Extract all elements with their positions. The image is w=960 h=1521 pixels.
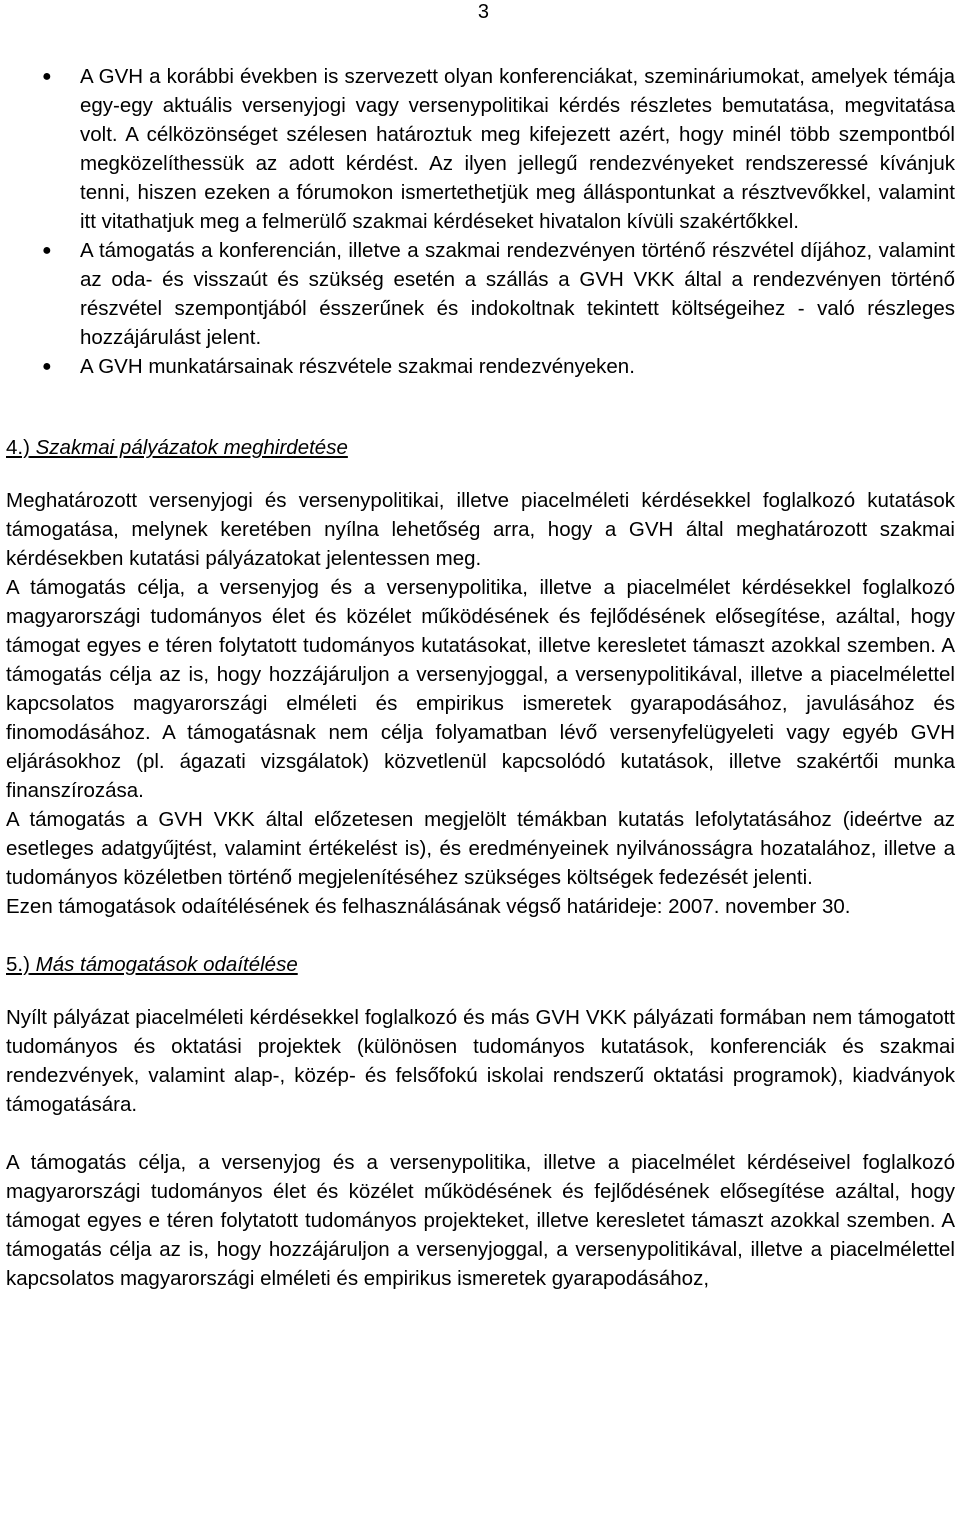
section-4-heading: [6, 433, 955, 462]
section-4-paragraph: A támogatás a GVH VKK által előzetesen megjelölt témákban kutatás lefolytatásához (ideértve az esetleges adatgyűjtést, valamint értékelést is), és eredményeinek nyilvánosságra hozatalához, illetve a tudományos közéletben történő megjelenítéséhez szükséges költségek fedezését jelenti.: [6, 808, 955, 889]
page-number: 3: [477, 1, 489, 23]
section-4-number: 4.): [6, 436, 30, 459]
bullet-text: A GVH munkatársainak részvétele szakmai rendezvényeken.: [80, 355, 635, 378]
section-5-number: 5.): [6, 953, 30, 976]
section-4-paragraph: Meghatározott versenyjogi és versenypolitikai, illetve piacelméleti kérdésekkel foglalkozó kutatások támogatása, melynek keretében nyílna lehetőség arra, hogy a GVH által meghatározott szakmai kérdésekben kutatási pályázatokat jelentessen meg.: [6, 489, 955, 570]
bullet-item: [6, 236, 955, 352]
section-5-heading: [6, 950, 955, 979]
section-4-paragraph: Ezen támogatások odaítélésének és felhasználásának végső határideje: 2007. november 30.: [6, 895, 851, 918]
section-4-paragraph: A támogatás célja, a versenyjog és a versenypolitika, illetve a piacelmélet kérdésekkel foglalkozó magyarországi tudományos élet és közélet működésének és fejlődésének elősegítése, azáltal, hogy támogat egyes e téren folytatott tudományos kutatásokat, illetve keresletet támaszt azokkal szemben. A támogatás célja az is, hogy hozzájáruljon a versenyjoggal, a versenypolitikával, illetve a piacelmélettel kapcsolatos magyarországi elméleti és empirikus ismeretek gyarapodásához, javulásához és finomodásához. A támogatásnak nem célja folyamatban lévő versenyfelügyeleti vagy egyéb GVH eljárásokhoz (pl. ágazati vizsgálatok) közvetlenül kapcsolódó kutatások, illetve szakértői munka finanszírozása.: [6, 576, 955, 802]
section-5-paragraph: A támogatás célja, a versenyjog és a versenypolitika, illetve a piacelmélet kérdéseivel foglalkozó magyarországi tudományos élet és közélet működésének és fejlődésének elősegítése azáltal, hogy támogat egyes e téren folytatott tudományos projekteket, illetve keresletet támaszt azokkal szemben. A támogatás célja az is, hogy hozzájáruljon a versenyjoggal, a versenypolitikával, illetve a piacelmélettel kapcsolatos magyarországi elméleti és empirikus ismeretek gyarapodásához,: [6, 1151, 955, 1290]
section-5-title: Más támogatások odaítélése: [29, 953, 298, 976]
section-4-title: Szakmai pályázatok meghirdetése: [29, 436, 348, 459]
bullet-list: [6, 62, 955, 381]
section-5-paragraph: Nyílt pályázat piacelméleti kérdésekkel foglalkozó és más GVH VKK pályázati formában nem támogatott tudományos és oktatási projektek (különösen tudományos kutatások, konferenciák és szakmai rendezvények, valamint alap-, közép- és felsőfokú iskolai rendszerű oktatási programok), kiadványok támogatására.: [6, 1006, 955, 1116]
bullet-item: [6, 352, 955, 381]
document-body: [6, 62, 955, 1293]
bullet-text: A támogatás a konferencián, illetve a szakmai rendezvényen történő részvétel díjához, valamint az oda- és visszaút és szükség esetén a szállás a GVH VKK által a rendezvényen történő részvétel szempontjából ésszerűnek és indokoltnak tekintett költségeihez - való részleges hozzájárulást jelent.: [80, 239, 955, 349]
bullet-item: [6, 62, 955, 236]
bullet-dot-icon: ●: [42, 242, 52, 259]
bullet-dot-icon: ●: [42, 358, 52, 375]
bullet-dot-icon: ●: [42, 68, 52, 85]
bullet-text: A GVH a korábbi években is szervezett olyan konferenciákat, szemináriumokat, amelyek témája egy-egy aktuális versenyjogi vagy versenypolitikai kérdés részletes bemutatása, megvitatása volt. A célközönséget szélesen határoztuk meg kifejezett azért, hogy minél több szempontból megközelíthessük az adott kérdést. Az ilyen jellegű rendezvényeket rendszeressé kívánjuk tenni, hiszen ezeken a fórumokon ismertethetjük meg álláspontunkat a résztvevőkkel, valamint itt vitathatjuk meg a felmerülő szakmai kérdéseket hivatalon kívüli szakértőkkel.: [80, 65, 955, 233]
